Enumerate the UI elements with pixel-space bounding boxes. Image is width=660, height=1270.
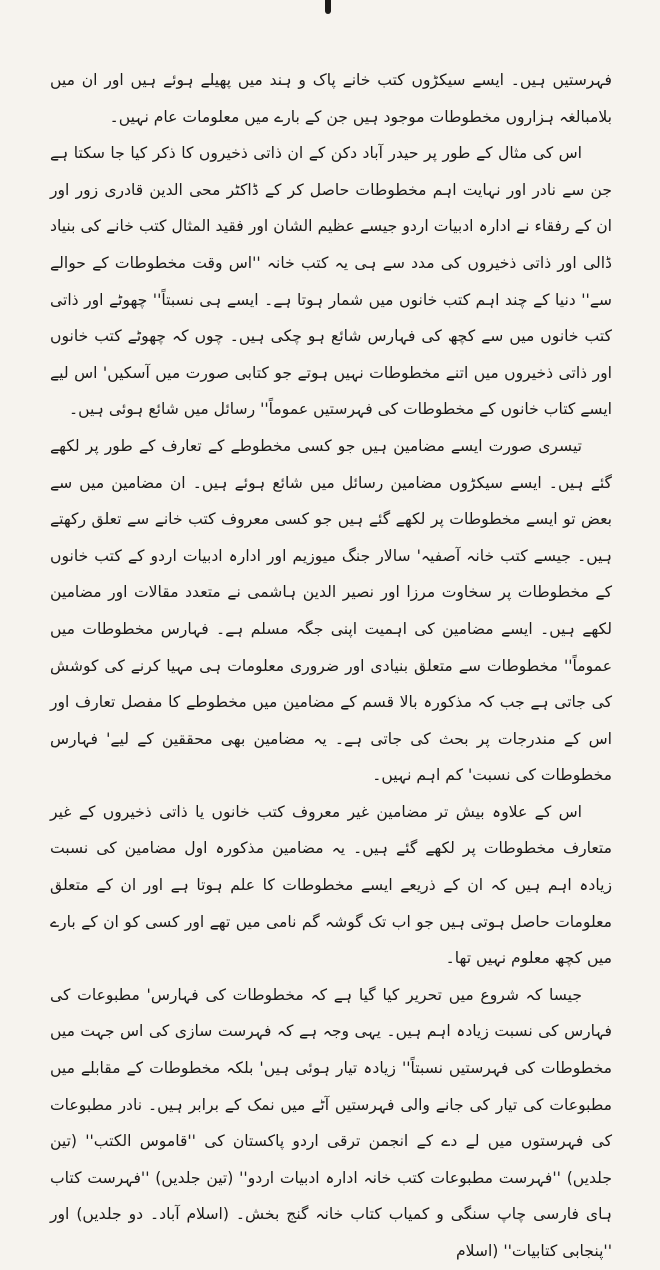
paragraph-4: اس کے علاوہ بیش تر مضامین غیر معروف کتب خانوں یا ذاتی ذخیروں کے غیر متعارف مخطوطات پر لکھے گئے ہیں۔ یہ مضامین مذکورہ اول مضامین کی نسبت زیادہ اہم ہیں کہ ان کے ذریعے ایسے مخطوطات کا علم ہوتا ہے اور ان کے متعلق معلومات حاصل ہوتی ہیں جو اب تک گوشہ گم نامی میں تھے اور کسی کو ان کے بارے میں کچھ معلوم نہیں تھا۔ <box>50 802 612 968</box>
paragraph-3: تیسری صورت ایسے مضامین ہیں جو کسی مخطوطے کے تعارف کے طور پر لکھے گئے ہیں۔ ایسے سیکڑوں مضامین رسائل میں شائع ہوئے ہیں۔ ان مضامین میں سے بعض تو ایسے مخطوطات پر لکھے گئے ہیں جو کسی معروف کتب خانے سے تعلق رکھتے ہیں۔ جیسے کتب خانہ آصفیہ' سالار جنگ میوزیم اور ادارہ ادبیات اردو کے کتب خانوں کے مخطوطات پر سخاوت مرزا اور نصیر الدین ہاشمی نے متعدد مقالات اور مضامین لکھے ہیں۔ ایسے مضامین کی اہمیت اپنی جگہ مسلم ہے۔ فہارس مخطوطات میں عموماً'' مخطوطات سے متعلق بنیادی اور ضروری معلومات ہی مہیا کرنے کی کوشش کی جاتی ہے جب کہ مذکورہ بالا قسم کے مضامین میں مخطوطے کا مفصل تعارف اور اس کے مندرجات پر بحث کی جاتی ہے۔ یہ مضامین بھی محققین کے لیے' فہارس مخطوطات کی نسبت' کم اہم نہیں۔ <box>50 436 612 785</box>
urdu-text-body <box>50 62 612 1270</box>
paragraph-5: جیسا کہ شروع میں تحریر کیا گیا ہے کہ مخطوطات کی فہارس' مطبوعات کی فہارس کی نسبت زیادہ اہم ہیں۔ یہی وجہ ہے کہ فہرست سازی کی اس جہت میں مخطوطات کی فہرستیں نسبتاً'' زیادہ تیار ہوئی ہیں' بلکہ مخطوطات کے مقابلے میں مطبوعات کی تیار کی جانے والی فہرستیں آٹے میں نمک کے برابر ہیں۔ نادر مطبوعات کی فہرستوں میں لے دے کے انجمن ترقی اردو پاکستان کی ''قاموس الکتب'' (تین جلدیں) ''فہرست مطبوعات کتب خانہ ادارہ ادبیات اردو'' (تین جلدیں) ''فہرست کتاب ہای فارسی چاپ سنگی و کمیاب کتاب خانہ گنج بخش۔ (اسلام آباد۔ دو جلدیں) اور ''پنجابی کتابیات'' (اسلام <box>50 985 612 1260</box>
paragraph-1: فہرستیں ہیں۔ ایسے سیکڑوں کتب خانے پاک و ہند میں پھیلے ہوئے ہیں اور ان میں بلامبالغہ ہزاروں مخطوطات موجود ہیں جن کے بارے میں معلومات عام نہیں۔ <box>50 71 612 126</box>
paragraph-2: اس کی مثال کے طور پر حیدر آباد دکن کے ان ذاتی ذخیروں کا ذکر کیا جا سکتا ہے جن سے نادر اور نہایت اہم مخطوطات حاصل کر کے ڈاکٹر محی الدین قادری زور اور ان کے رفقاء نے ادارہ ادبیات اردو جیسے عظیم الشان اور فقید المثال کتب خانے کی بنیاد ڈالی اور ذاتی ذخیروں کی مدد سے ہی یہ کتب خانہ ''اس وقت مخطوطات کے حوالے سے'' دنیا کے چند اہم کتب خانوں میں شمار ہوتا ہے۔ ایسے ہی نسبتاً'' چھوٹے اور ذاتی کتب خانوں میں سے کچھ کی فہارس شائع ہو چکی ہیں۔ چوں کہ چھوٹے کتب خانوں اور ذاتی ذخیروں میں اتنے مخطوطات نہیں ہوتے جو کتابی صورت میں آسکیں' اس لیے ایسے کتاب خانوں کے مخطوطات کی فہرستیں عموماً'' رسائل میں شائع ہوئی ہیں۔ <box>50 144 612 419</box>
page-top-mark <box>325 0 331 14</box>
